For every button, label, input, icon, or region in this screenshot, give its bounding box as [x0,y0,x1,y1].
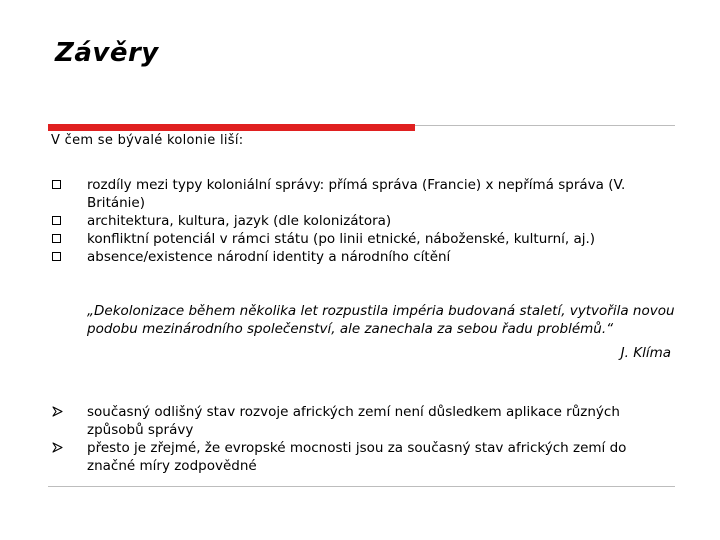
list-item [50,230,675,248]
conclusion-list [50,403,675,475]
list-item [50,248,675,266]
quote-author: J. Klíma [620,345,671,361]
slide-subtitle: V čem se bývalé kolonie liší: [51,133,244,148]
quote-block [87,302,675,362]
list-item-text: rozdíly mezi typy koloniální správy: přímá správa (Francie) x nepřímá správa (V. Británie) [87,177,626,211]
quote-text: „Dekolonizace během několika let rozpustila impéria budovaná staletí, vytvořila novou podobu mezinárodního společenství, ale zanechala za sebou řadu problémů.“ [87,303,675,337]
slide-title: Závěry [55,38,159,68]
square-bullet-icon [52,252,61,261]
list-item-text: absence/existence národní identity a národního cítění [87,249,451,265]
list-item-text: přesto je zřejmé, že evropské mocnosti jsou za současný stav afrických zemí do značné míry zodpovědné [87,440,627,474]
footer-rule-line [48,486,675,487]
arrow-bullet-icon [52,406,63,417]
square-bullet-icon [52,180,61,189]
list-item-text: současný odlišný stav rozvoje afrických zemí není důsledkem aplikace různých způsobů správy [87,404,620,438]
list-item [50,212,675,230]
square-bullet-icon [52,234,61,243]
list-item-text: architektura, kultura, jazyk (dle kolonizátora) [87,213,392,229]
square-bullet-icon [52,216,61,225]
difference-list [50,176,675,266]
arrow-bullet-icon [52,442,63,453]
list-item-text: konfliktní potenciál v rámci státu (po linii etnické, náboženské, kulturní, aj.) [87,231,596,247]
list-item [50,439,675,475]
list-item [50,403,675,439]
list-item [50,176,675,212]
header-accent-bar [48,124,415,131]
